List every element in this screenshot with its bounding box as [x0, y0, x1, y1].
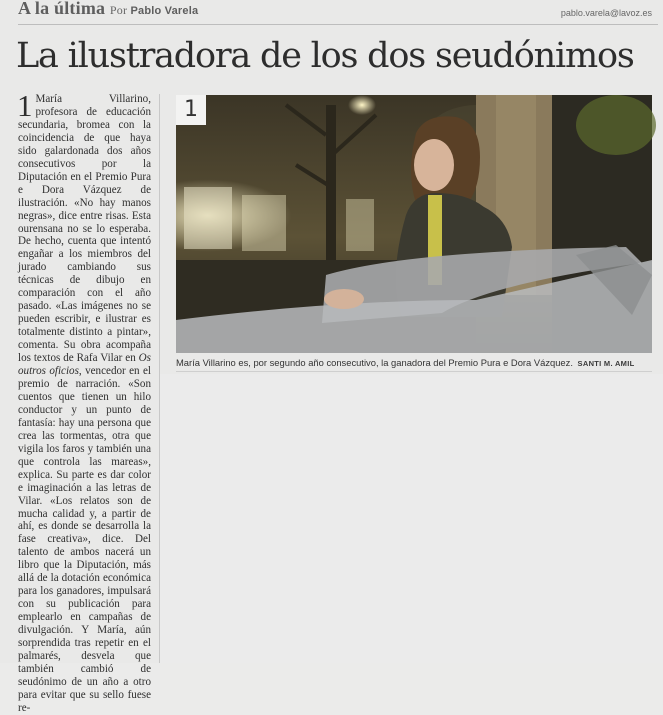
body-text-end: , vencedor en el premio de narración. «Son cuentos que tienen un hilo conductor y un punto de fantasía: hay una persona que crea las tormentas, otra que vigila los faros y también una que controla las mareas», explica. Su parte es dar color e imaginación a las letras de Vilar. «Los relatos son de mucha calidad y, a partir de ahí, es donde se desarrolla la fase creativa», dice. Del talento de ambos nacerá un libro que la Diputación, más allá de la dotación económica para los ganadores, impulsará con su publicación para emplearlo en campañas de divulgación. Y María, aún sorprendida tras repetir en el palmarés, desvela que también cambió de seudónimo de un año a otro para evitar que su sello fuese re-	[18, 365, 151, 714]
author-email[interactable]: pablo.varela@lavoz.es	[560, 8, 652, 18]
photo-caption	[176, 357, 656, 368]
photo-illustration	[176, 95, 652, 353]
caption-rule	[176, 371, 652, 372]
blank-area	[160, 374, 663, 663]
body-text-start: María Villarino, profesora de educación secundaria, bromea con la coincidencia de que haya sido galardonada dos años consecutivos por la Diputación en el Premio Pura e Dora Vázquez de ilustración. «No hay manos negras», dice entre risas. Esta ourensana no se lo esperaba. De hecho, cuenta que intentó engañar a los miembros del jurado cambiando sus técnicas de dibujo en comparación con el año pasado. «Las imágenes no se pueden escribir, e ilustrar es totalmente distinto a pintar», comenta. Su obra acompaña los textos de Rafa Vilar en	[18, 93, 151, 365]
drop-cap: 1	[17, 88, 33, 123]
caption-text: María Villarino es, por segundo año consecutivo, la ganadora del Premio Pura e Dora Vázquez.	[176, 357, 573, 368]
photo-credit: SANTI M. AMIL	[577, 359, 635, 368]
author-name: Pablo Varela	[130, 5, 199, 17]
article-body	[17, 88, 151, 714]
article-photo	[176, 95, 652, 353]
section-title	[18, 0, 198, 19]
byline	[110, 5, 198, 17]
book-title: Os outros oficios	[18, 352, 151, 378]
page-header	[18, 0, 658, 25]
headline: La ilustradora de los dos seudónimos	[16, 36, 634, 76]
photo-number: 1	[176, 95, 206, 125]
byline-prefix: Por	[109, 3, 128, 17]
section-name: A la última	[18, 0, 106, 18]
